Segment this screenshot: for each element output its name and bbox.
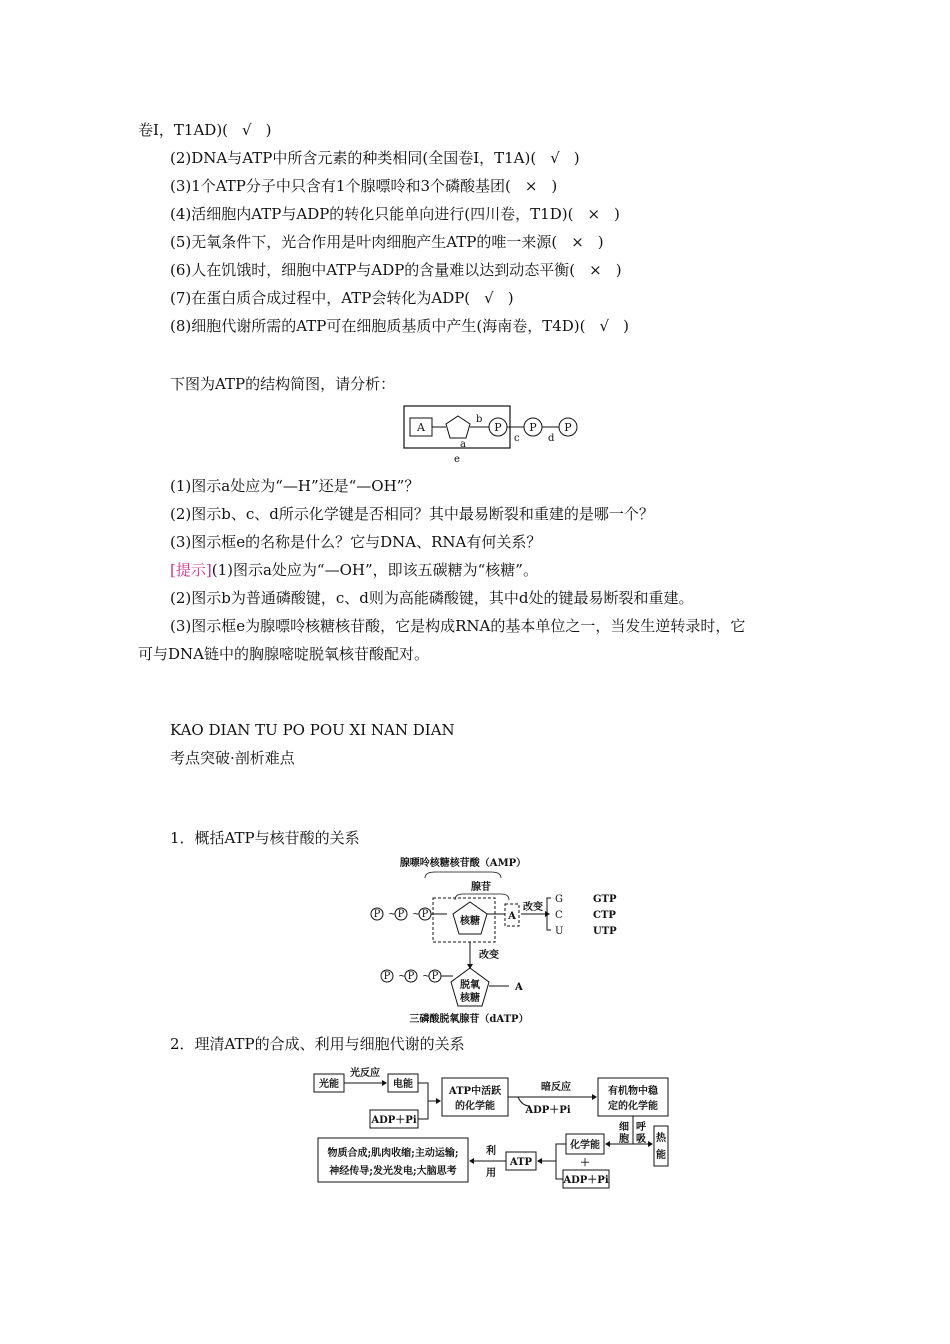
label-d: d xyxy=(548,433,555,444)
adp-pi-label-2: ADP＋Pi xyxy=(525,1105,571,1116)
uses-label-2: 神经传导;发光发电;大脑思考 xyxy=(329,1166,457,1177)
judgment-text: (7)在蛋白质合成过程中，ATP会转化为ADP( xyxy=(170,289,471,307)
high-energy-bond-glyph: ~ xyxy=(398,971,407,982)
judgment-line-6 xyxy=(170,260,622,280)
adenosine-label: 腺苷 xyxy=(471,882,491,893)
base-c: C xyxy=(555,910,563,921)
hint-label: [提示] xyxy=(170,561,212,579)
question-1: (1)图示a处应为“—H”还是“—OH”？ xyxy=(170,477,420,495)
close-paren: ) xyxy=(507,289,514,307)
answer-1 xyxy=(170,560,538,580)
amp-label: 腺嘌呤核糖核苷酸（AMP） xyxy=(399,858,527,869)
heat-label-2: 能 xyxy=(656,1150,666,1161)
close-paren: ) xyxy=(265,121,272,139)
judgment-line-5 xyxy=(170,232,604,252)
ribose-label: 核糖 xyxy=(460,916,480,927)
adenine-label: A xyxy=(508,911,516,922)
arrow-head xyxy=(469,1158,474,1164)
close-paren: ) xyxy=(623,317,629,335)
question-3: (3)图示框e的名称是什么？它与DNA、RNA有何关系？ xyxy=(170,533,542,551)
adenine-label: A xyxy=(417,421,425,434)
judgment-text: (8)细胞代谢所需的ATP可在细胞质基质中产生(海南卷，T4D)( xyxy=(170,317,586,335)
light-reaction-label: 光反应 xyxy=(350,1068,380,1079)
atp-active-label-2: 的化学能 xyxy=(455,1101,495,1112)
adenosine-brace xyxy=(455,894,509,900)
close-paren: ) xyxy=(551,177,558,195)
judgment-line-3 xyxy=(170,176,557,196)
judgment-mark: √ xyxy=(550,149,560,167)
intro-text: 下图为ATP的结构简图，请分析： xyxy=(170,375,396,393)
amp-brace xyxy=(425,872,501,878)
arrow-head xyxy=(382,1080,387,1086)
high-energy-bond-glyph: ~ xyxy=(422,971,431,982)
light-energy-label: 光能 xyxy=(319,1079,339,1090)
question-2: (2)图示b、c、d所示化学键是否相同？其中最易断裂和重建的是哪一个？ xyxy=(170,505,654,523)
chemical-energy-label: 化学能 xyxy=(570,1140,600,1151)
label-e: e xyxy=(454,454,460,465)
atp-structure-diagram xyxy=(398,402,588,466)
phosphate-label: P xyxy=(529,421,537,434)
phosphate-label: P xyxy=(373,909,381,920)
arrow-head xyxy=(537,1158,542,1164)
adp-pi-label-3: ADP＋Pi xyxy=(563,1175,609,1186)
judgment-line-1 xyxy=(138,120,271,140)
phosphate-label: P xyxy=(407,971,415,982)
judgment-text: (6)人在饥饿时，细胞中ATP与ADP的含量难以达到动态平衡( xyxy=(170,261,576,279)
judgment-line-4 xyxy=(170,204,620,224)
resp-label-1: 呼 xyxy=(636,1122,646,1133)
close-paren: ) xyxy=(597,233,604,251)
phosphate-label: P xyxy=(564,421,572,434)
electric-energy-label: 电能 xyxy=(393,1079,413,1090)
judgment-text: (2)DNA与ATP中所含元素的种类相同(全国卷Ⅰ，T1A)( xyxy=(170,149,537,167)
datp-label: 三磷酸脱氧腺苷（dATP） xyxy=(409,1014,529,1025)
use-label-2: 用 xyxy=(486,1168,496,1179)
section-title: 考点突破·剖析难点 xyxy=(170,749,295,767)
item1-title: 1．概括ATP与核苷酸的关系 xyxy=(170,829,360,847)
arrow-head xyxy=(648,1141,653,1147)
product-utp: UTP xyxy=(593,926,617,937)
plus-sign: ＋ xyxy=(580,1158,590,1169)
label-a: a xyxy=(460,439,466,450)
judgment-mark: × xyxy=(571,233,584,251)
dark-reaction-label: 暗反应 xyxy=(541,1082,571,1093)
judgment-mark: √ xyxy=(242,121,252,139)
deoxyribose-label-1: 脱氧 xyxy=(460,980,480,991)
judgment-text: (4)活细胞内ATP与ADP的转化只能单向进行(四川卷，T1D)( xyxy=(170,205,574,223)
arrow-head xyxy=(605,1141,610,1147)
phosphate-label: P xyxy=(421,909,429,920)
phosphate-label: P xyxy=(431,971,439,982)
judgment-mark: √ xyxy=(599,317,610,335)
arrow-head xyxy=(592,1094,597,1100)
high-energy-bond-glyph: ~ xyxy=(412,909,421,920)
judgment-mark: × xyxy=(524,177,538,195)
change-label: 改变 xyxy=(523,902,543,913)
close-paren: ) xyxy=(573,149,580,167)
arrow-head xyxy=(436,1098,441,1104)
cell-label-2: 胞 xyxy=(619,1134,629,1145)
atp-metabolism-diagram xyxy=(310,1062,675,1194)
judgment-mark: √ xyxy=(484,289,494,307)
deoxyribose-label-2: 核糖 xyxy=(460,993,480,1004)
heat-label-1: 热 xyxy=(656,1133,666,1144)
atp-label: ATP xyxy=(509,1157,533,1168)
adenine-label-2: A xyxy=(515,982,523,993)
uses-label-1: 物质合成;肌肉收缩;主动运输; xyxy=(327,1148,459,1159)
item2-title: 2．理清ATP的合成、利用与细胞代谢的关系 xyxy=(170,1035,465,1053)
judgment-text: (3)1个ATP分子中只含有1个腺嘌呤和3个磷酸基团( xyxy=(170,177,511,195)
judgment-text: 卷Ⅰ，T1AD)( xyxy=(138,121,229,139)
join-line-2 xyxy=(556,1144,566,1179)
close-paren: ) xyxy=(615,261,622,279)
phosphate-label: P xyxy=(397,909,405,920)
adp-pi-label: ADP＋Pi xyxy=(371,1115,417,1126)
use-label-1: 利 xyxy=(486,1146,496,1157)
pentose-ring xyxy=(446,416,470,438)
answer-text: (1)图示a处应为“—OH”，即该五碳糖为“核糖”。 xyxy=(211,561,538,579)
judgment-line-2 xyxy=(170,148,580,168)
judgment-line-8 xyxy=(170,316,629,336)
judgment-mark: × xyxy=(587,205,601,223)
change-label-2: 改变 xyxy=(479,950,499,961)
cell-label-1: 细 xyxy=(619,1122,629,1133)
phosphate-label: P xyxy=(383,971,391,982)
high-energy-bond-glyph: ~ xyxy=(388,909,397,920)
judgment-text: (5)无氧条件下，光合作用是叶肉细胞产生ATP的唯一来源( xyxy=(170,233,558,251)
atp-nucleotide-diagram xyxy=(365,852,625,1027)
answer-3-cont: 可与DNA链中的胸腺嘧啶脱氧核苷酸配对。 xyxy=(138,645,429,663)
phosphate-label: P xyxy=(494,421,502,434)
join-line xyxy=(418,1083,428,1119)
label-b: b xyxy=(476,414,483,425)
resp-label-2: 吸 xyxy=(636,1134,646,1145)
judgment-mark: × xyxy=(589,261,602,279)
close-paren: ) xyxy=(614,205,620,223)
section-pinyin: KAO DIAN TU PO POU XI NAN DIAN xyxy=(170,721,455,739)
product-gtp: GTP xyxy=(593,894,617,905)
stable-label-2: 定的化学能 xyxy=(608,1101,658,1112)
label-c: c xyxy=(514,433,520,444)
atp-active-label-1: ATP中活跃 xyxy=(448,1086,502,1097)
judgment-line-7 xyxy=(170,288,514,308)
product-ctp: CTP xyxy=(593,910,616,921)
answer-2: (2)图示b为普通磷酸键，c、d则为高能磷酸键，其中d处的键最易断裂和重建。 xyxy=(170,589,694,607)
answer-3: (3)图示框e为腺嘌呤核糖核苷酸，它是构成RNA的基本单位之一，当发生逆转录时，它 xyxy=(170,617,746,635)
base-g: G xyxy=(555,894,563,905)
base-u: U xyxy=(555,926,564,937)
stable-label-1: 有机物中稳 xyxy=(608,1086,658,1097)
